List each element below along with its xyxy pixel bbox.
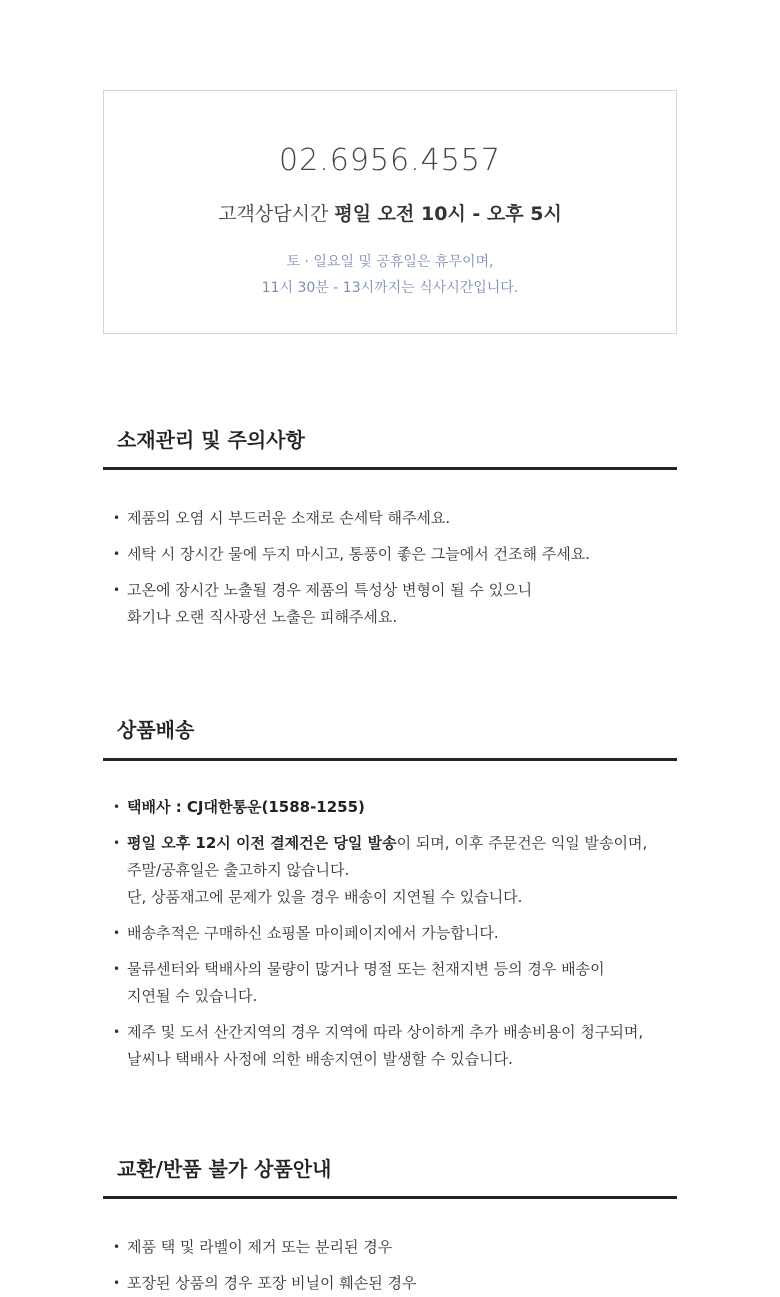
courier-info: 택배사 : CJ대한통운(1588-1255) — [127, 798, 365, 816]
customer-service-hours — [104, 199, 676, 226]
list-item — [113, 794, 683, 821]
shipping-section-title: 상품배송 — [117, 718, 195, 742]
lunch-notice-line: 11시 30분 - 13시까지는 식사시간입니다. — [261, 280, 519, 296]
list-item: • 세탁 시 장시간 물에 두지 마시고, 통풍이 좋은 그늘에서 건조해 주세요. — [113, 541, 683, 568]
list-item: • 포장된 상품의 경우 포장 비닐이 훼손된 경우 — [113, 1270, 683, 1297]
hours-label: 고객상담시간 — [218, 203, 329, 225]
list-item-line: 지연될 수 있습니다. — [127, 987, 258, 1005]
care-section-title: 소재관리 및 주의사항 — [117, 428, 305, 452]
list-item-line: 단, 상품재고에 문제가 있을 경우 배송이 지연될 수 있습니다. — [127, 888, 523, 906]
list-item-line: • 고온에 장시간 노출될 경우 제품의 특성상 변형이 될 수 있으니 — [127, 581, 533, 599]
no-return-section-title: 교환/반품 불가 상품안내 — [117, 1157, 332, 1181]
same-day-shipping-highlight: 평일 오후 12시 이전 결제건은 당일 발송 — [127, 834, 397, 852]
list-item-line: 주말/공휴일은 출고하지 않습니다. — [127, 861, 350, 879]
holiday-notice-line: 토 · 일요일 및 공휴일은 휴무이며, — [286, 254, 494, 270]
list-item-line — [127, 830, 683, 857]
customer-service-phone: 02.6956.4557 — [279, 143, 501, 178]
hours-value: 평일 오전 10시 - 오후 5시 — [334, 203, 562, 225]
list-item-line: • 물류센터와 택배사의 물량이 많거나 명절 또는 천재지변 등의 경우 배송이 — [127, 960, 605, 978]
care-section-divider — [103, 467, 677, 470]
list-item — [113, 830, 683, 911]
shipping-section-divider — [103, 758, 677, 761]
list-item: • 제품의 오염 시 부드러운 소재로 손세탁 해주세요. — [113, 505, 683, 532]
list-item-line: 날씨나 택배사 사정에 의한 배송지연이 발생할 수 있습니다. — [127, 1050, 513, 1068]
list-item — [113, 577, 683, 631]
list-item-line: • 제주 및 도서 산간지역의 경우 지역에 따라 상이하게 추가 배송비용이 청구되며, — [127, 1023, 644, 1041]
no-return-section-divider — [103, 1196, 677, 1199]
care-list — [113, 505, 683, 631]
shipping-list — [113, 794, 683, 1073]
holiday-notice — [104, 249, 676, 301]
contact-info-box — [103, 90, 677, 334]
list-item — [113, 956, 683, 1010]
list-item — [113, 1019, 683, 1073]
list-item: • 제품 택 및 라벨이 제거 또는 분리된 경우 — [113, 1234, 683, 1261]
list-item: • 배송추적은 구매하신 쇼핑몰 마이페이지에서 가능합니다. — [113, 920, 683, 947]
same-day-shipping-text: 이 되며, 이후 주문건은 익일 발송이며, — [396, 834, 648, 852]
list-item-line: 화기나 오랜 직사광선 노출은 피해주세요. — [127, 608, 398, 626]
no-return-list — [113, 1234, 683, 1297]
